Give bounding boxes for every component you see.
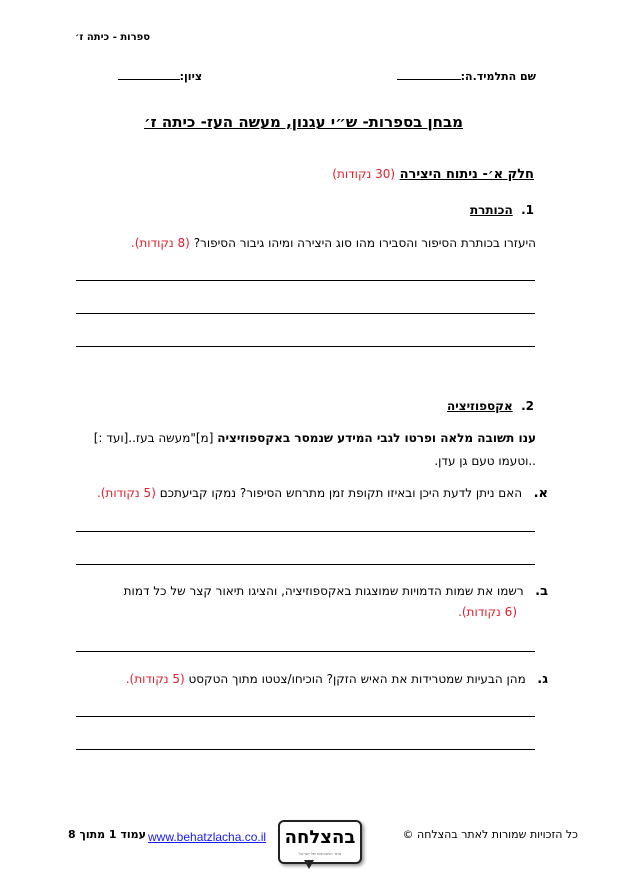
q1-answer-line-1[interactable] <box>76 280 535 281</box>
q2-instruction <box>94 431 536 445</box>
student-name-label: שם התלמיד.ה: <box>460 70 536 83</box>
q2-number: 2. <box>521 399 534 413</box>
student-name-blank[interactable] <box>397 79 461 80</box>
website-link-wrap[interactable] <box>148 826 266 845</box>
q1-number: 1. <box>521 203 534 217</box>
q2b-text: רשמו את שמות הדמויות שמוצגות באקספוזיציה, והציגו תיאור קצר של כל דמות <box>123 584 524 598</box>
q1-heading <box>470 203 534 217</box>
logo-text: בהצלחה <box>284 827 356 848</box>
q2-heading <box>447 399 534 413</box>
subject-header: ספרות - כיתה ז׳ <box>74 32 150 43</box>
student-name-field[interactable] <box>397 70 536 83</box>
q2a-question <box>97 486 548 501</box>
q2-instruction-line2: ..וטעמו טעם גן עדן. <box>434 454 536 468</box>
page-info: עמוד 1 מתוך 8 <box>68 828 146 841</box>
copyright-text: כל הזכויות שמורות לאתר בהצלחה © <box>402 828 578 841</box>
behatzlacha-logo <box>278 820 362 864</box>
q2b-answer-line-1[interactable] <box>76 651 535 652</box>
logo-subtext: אתר המבחנים של ישראל <box>298 851 342 856</box>
grade-label: ציון: <box>179 70 202 83</box>
q2-title: אקספוזיציה <box>447 399 513 413</box>
q2a-answer-line-2[interactable] <box>76 564 535 565</box>
q2-instruction-range: [מ]"מעשה בעז..[ועד :] <box>93 431 214 445</box>
q2b-letter: ב. <box>535 584 548 599</box>
q2-instruction-bold: ענו תשובה מלאה ופרטו לגבי המידע שנמסר באקספוזיציה <box>217 431 536 445</box>
page-title: מבחן בספרות- ש״י עגנון, מעשה העז- כיתה ז׳ <box>144 113 463 131</box>
q2c-points: (5 נקודות). <box>125 672 185 686</box>
q1-text: היעזרו בכותרת הסיפור והסבירו מהו סוג היצירה ומיהו גיבור הסיפור? <box>193 236 536 250</box>
logo-speech-tail <box>304 860 314 869</box>
website-link[interactable]: www.behatzlacha.co.il <box>148 830 267 844</box>
grade-blank[interactable] <box>118 79 180 80</box>
q2a-points: (5 נקודות). <box>96 486 156 500</box>
q2a-letter: א. <box>533 486 548 501</box>
q2c-text: מהן הבעיות שמטרידות את האיש הזקן? הוכיחו/צטטו מתוך הטקסט <box>188 672 526 686</box>
q2c-answer-line-2[interactable] <box>76 749 535 750</box>
q1-answer-line-2[interactable] <box>76 313 535 314</box>
q2a-text: האם ניתן לדעת היכן ובאיזו תקופת זמן מתרחש הסיפור? נמקו קביעתכם <box>159 486 523 500</box>
q1-question <box>131 236 536 250</box>
part-a-heading <box>332 167 534 182</box>
q2b-question <box>124 584 548 599</box>
q2b-points: (6 נקודות). <box>458 605 517 619</box>
q1-title: הכותרת <box>469 203 513 217</box>
part-a-label: חלק א׳- ניתוח היצירה <box>399 167 534 182</box>
q2c-answer-line-1[interactable] <box>76 716 535 717</box>
q2a-answer-line-1[interactable] <box>76 531 535 532</box>
grade-field[interactable] <box>118 70 202 83</box>
q2c-question <box>126 672 548 687</box>
q1-points: (8 נקודות). <box>130 236 190 250</box>
q2c-letter: ג. <box>537 672 548 687</box>
q1-answer-line-3[interactable] <box>76 346 535 347</box>
part-a-points: (30 נקודות) <box>332 167 396 181</box>
